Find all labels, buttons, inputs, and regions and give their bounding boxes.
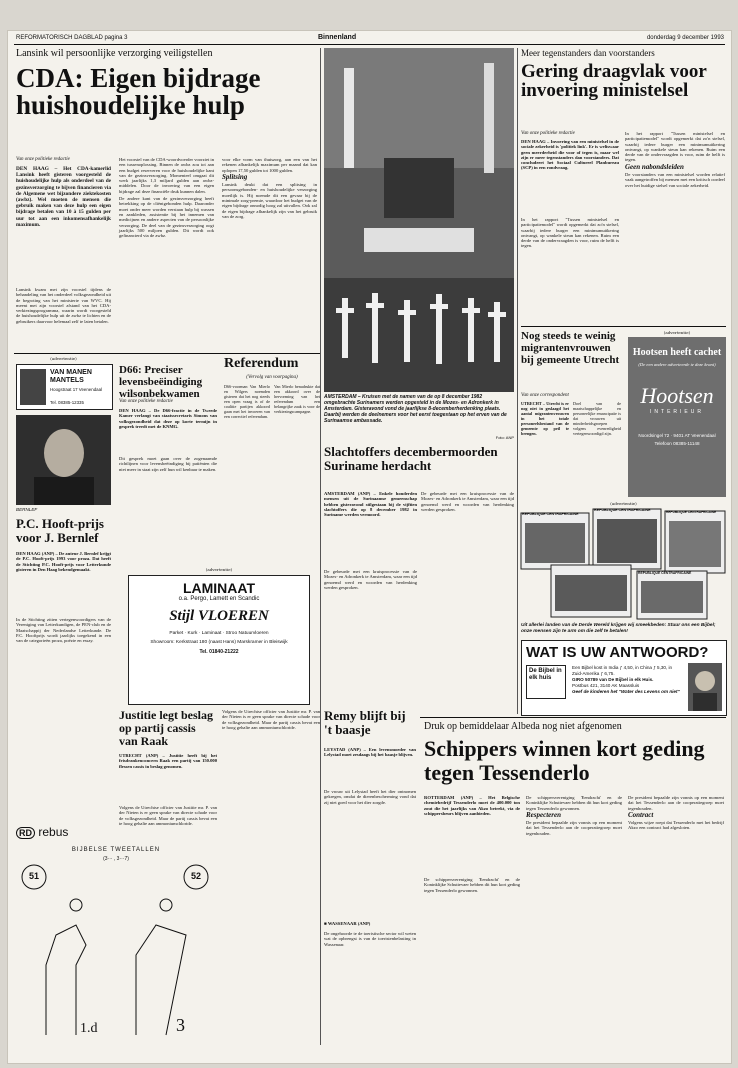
lead-col3: voor elke vorm van thuiszorg, aan een van het rekenen afhankelijk maximum per maand dat kan oplopen 17,50 gulden tot 1000 gulden. Splitsing Lansink deukt dat een splitsing in persoonsgebonden- en huishoudelijke verzorging moeilijk is. Hij noemde dit een gevaar bij de minimale zorg-premie, waardoor het budget van de eigen bijdrage onnodig hoog zal uitvallen. Ook zal de eigen bijdrage afhankelijk zijn van het gebruik van de zorg.: [222, 157, 317, 219]
referendum-body2: Van Mierlo benadrukte dat een akkoord over de hervorming van het referendum een belangrijke zaak is voor de verkiezingscampagne.: [274, 384, 320, 414]
migranten-headline: Nog steeds te weinig migrantenvrouwen bij gemeente Utrecht: [521, 330, 620, 366]
bijbel-ad[interactable]: [521, 640, 727, 716]
child-photo: [688, 663, 722, 711]
laminaat-ad[interactable]: [128, 575, 310, 705]
ministelsel-headline: Gering draagvlak voor invoering ministelsel: [521, 61, 707, 101]
bijbel-text: Een Bijbel kost in India ƒ 4,50, in China ƒ 5,30, in Zuid-Amerika ƒ 6,75. GIRO 50789 van De Bijbel in elk Huis. Postbus 421, 3140 AK Maassluis Geef de kinderen het "Water des Levens om niet": [572, 665, 680, 694]
hootsen-tel: Telefoon 08385-11148: [654, 441, 700, 446]
rebus-number-51: 51: [28, 871, 39, 881]
ad-label-vanmanen: (advertentie): [50, 356, 77, 361]
schippers-kicker: Druk op bemiddelaar Albeda nog niet afgenomen: [424, 721, 622, 732]
ad-label-stamps: (advertentie): [610, 501, 637, 506]
referendum-body: D66-voorman Van Mierlo en Wilgers noemden gisteren dat het nog steeds een open vraag is of de coalitie partijen akkoord gaan met het invoeren van een correctief referendum.: [224, 384, 270, 419]
newspaper-page: [7, 30, 732, 1064]
ministelsel-col2: In het rapport "Tussen ministelsel en participatiemodel" wordt opgemerkt dat zo'n stelsel, waarbij iedere burger een minimumuitkering ontvangt, op wankele steun kan rekenen. Ruim een derde van de ondervraagden is voor, ruim de helft is tegen. Geen nabondsleiden De voorstanders van een ministelsel worden relatief vaak aangetroffen bij mensen met een kritisch oordeel over het huidige stelsel van sociale zekerheid.: [625, 131, 725, 188]
lead-col1: Lansink kwam met zijn voorstel tijdens de behandeling van het onderdeel volksgezondheid uit de begroting van het ministerie van WVC. Hij meent met zijn voorstel afstand van het CDA-verkiezingsprogramma, waarin wordt voorgesteld de huishoudelijke hulp uit de awbz te lichten en de gebruikers daarvoor helemaal zelf te laten betalen.: [16, 287, 111, 324]
d66-headline: D66: Preciser levensbeëindiging wilsonbekwamen: [119, 364, 203, 400]
remy-headline: Remy blijft bij 't baasje: [324, 708, 406, 737]
schippers-col3: De president bepaalde zijn vonnis op een moment dat het Tessenderlo aan de cooperatiegroep moet tegenhouden. Contract Volgens wijze roept dat Tessenderlo met het bedrijf Akzo een contract had afgesloten.: [628, 795, 724, 831]
d66-intro: DEN HAAG – De D66-fractie in de Tweede Kamer verlangt van staatssecretaris Simons van volksgezondheid dat deze op korte termijn in gesprek treedt met de KNMG.: [119, 408, 217, 429]
d66-body: Dit gesprek moet gaan over de zogenaamde richtlijnen voor levensbeëindiging bij patiënten die niet meer in staat zijn zelf hun wil kenbaar te maken.: [119, 456, 217, 472]
hootsen-tagline: Hootsen heeft cachet: [632, 347, 722, 358]
slachtoffers-intro: AMSTERDAM (ANP) – Enkele honderden mensen uit de Surinaamse gemeenschap hebben gisteravond stilgestaan bij de vijftien slachtoffers die op 8 december 1982 in Suriname werden vermoord.: [324, 491, 417, 518]
stamps-caption: Uit allerlei landen van de Derde Wereld krijgen wij smeekbeden: Stuur ons een Bijbel; onze mensen zijn te arm om die zelf te betalen!: [521, 623, 716, 634]
stamps-illustration: [521, 509, 726, 621]
slachtoffers-body: De gebeurde met een kruisprocessie van de Mozes- en Adronkerk te Amsterdam, waar een tijd genoemd werd en woorden van herdenking werden gesproken.: [324, 569, 417, 590]
rebus-puzzle: [16, 845, 216, 1057]
memorial-caption: AMSTERDAM – Kruisen met de namen van de op 8 december 1982 omgebrachte Surinamers werden opgesteld in de Mozes- en Adronkerk in Amsterdam. Gisteravond vond de jaarlijkse 8-decemberherdenking plaats. Daarbij werden de deelnemers voor het eerst toegestaan op het erven van de Surinaamse ambassade.: [324, 394, 507, 424]
migranten-byline: Van onze correspondent: [521, 393, 569, 398]
stamp-label-3: REPUBLIQUE CENTRAFRICAINE: [666, 510, 717, 514]
slachtoffers-headline: Slachtoffers decembermoorden Suriname herdacht: [324, 444, 498, 473]
lead-headline: CDA: Eigen bijdrage huishoudelijke hulp: [16, 63, 261, 120]
bijbel-headline: WAT IS UW ANTWOORD?: [526, 644, 709, 661]
justitie-body: Volgens de Utrechtse officier van Justitie mr. P. van der Nieten is er geen sprake van directe schade voor de volksgezondheid. Maar de partij cassis bevat een te hoog gehalte aan ammoniumchloride.: [119, 805, 217, 826]
ministelsel-byline: Van onze politieke redactie: [521, 131, 575, 136]
rebus-hint: (3··· , 3···7): [103, 856, 129, 862]
remy-body: De vrouw uit Lelystad heeft het dier ontnomen gekregen, omdat de dierenbescherming vond dat zij niet goed voor het dier zorgde.: [324, 789, 416, 805]
laminaat-showroom: Showroom: Kerkstraat 180 (naast Hans) Marskramer in Bleiswijk: [150, 640, 288, 645]
ad-label-hootsen: (advertentie): [663, 330, 691, 335]
referendum-headline: Referendum: [224, 356, 299, 371]
stamp-label-1: REPUBLIQUE CENTRAFRICAINE: [522, 512, 579, 516]
rebus-subtitle: BIJBELSE TWEETALLEN: [71, 847, 161, 853]
bernlef-portrait: [16, 415, 111, 505]
stamp-label-2: REPUBLIQUE CENTRAFRICAINE: [594, 508, 651, 512]
rebus-glyph-2: 3: [176, 1015, 185, 1035]
schippers-col2: De schippersvereniging 'Eendracht' en de Koninklijke Schuttevaer hebben dit hun kort geding tegen Tessenderlo gewonnen. Respecteren De president bepaalde zijn vonnis op een moment dat het Tessenderlo aan de cooperatiegroep moet tegenhouden.: [526, 795, 622, 836]
page-date: donderdag 9 december 1993: [646, 35, 724, 41]
rebus-label: rebus: [38, 825, 69, 839]
section-title: Binnenland: [318, 34, 357, 41]
lead-col2: Het voorstel van de CDA-woordvoerder voorziet in een tussenoplossing. Binnen de awbz zou tot aan een budget reserveren voor de huishoudelijke kant van de gezinsverzorging. Momenteel omgaat dit werk jaarlijks 1,3 miljard gulden aan awbz-middelen. Door de invoering van een eigen bijdrage zal deze financiële druk kunnen dalen. De andere kant van de gezinsverzorging heeft betrekking op de cliëntgebonden hulp. Daaronder moet onder meer worden verstaan hulp bij wassen en aankleden, assistentie bij het innemen van medicijnen en andere aspecten van de persoonlijke verzorging. De deel van de gezinsverzorging oogt jaarlijks 500 miljoen gulden. Dit wordt ook gefinancierd via de awbz.: [119, 157, 214, 239]
d66-byline: Van onze politieke redactie: [119, 399, 173, 404]
vanmanen-address: Hoogstraat 17 Veenendaal: [50, 387, 102, 392]
lead-intro: DEN HAAG – Het CDA-kamerlid Lansink heeft gisteren voorgesteld de huishoudelijke hulp als onderdeel van de gezinsverzorging te bijven financieren via de Algemene wet bijzondere ziektekosten (awbz). Wel moeten de mensen die gebruik maken van deze hulp een eigen bijdrage betalen van 10 à 15 gulden per uur tot aan een inkomensafhankelijk maximum.: [16, 166, 111, 228]
bijbel-logo: De Bijbel in elk huis: [526, 665, 566, 699]
lead-byline: Van onze politieke redactie: [16, 157, 70, 162]
justitie-col2: Volgens de Utrechtse officier van Justitie mr. P. van der Nieten is er geen sprake van directe schade voor de volksgezondheid. Maar de partij cassis bevat een te hoog gehalte aan ammoniumchloride.: [222, 709, 320, 730]
lead-kicker: Lansink wil persoonlijke verzorging veiligstellen: [16, 48, 213, 59]
ministelsel-intro: DEN HAAG – Invoering van een ministelsel in de sociale zekerheid is 'politiek link'. Er is weliswaar geen meerderheid die voor of tegen is, maar wel zijn er meer tegenstanders dan voorstanders. Dat concludeert het Sociaal Cultureel Planbureau (SCP) in een rondvraag.: [521, 139, 619, 171]
justitie-headline: Justitie legt beslag op partij cassis van Raak: [119, 708, 213, 748]
schippers-body: De schippersvereniging 'Eendracht' en de Koninklijke Schuttevaer hebben dit hun kort geding tegen Tessenderlo gewonnen.: [424, 877, 520, 893]
remy-sub: ■ WASSENAAR (ANP): [324, 921, 371, 926]
mannequin-icon: [20, 369, 46, 405]
photo-credit: Foto: ANP: [495, 435, 514, 440]
laminaat-sub: o.a. Pergo, Lamett en Scandic: [178, 596, 260, 602]
remy-body2: De ongehoorde te de toeristische sector wil weten wat de opbrengst is van de toeristenbelasting in Wassenaar.: [324, 931, 416, 947]
rebus-prefix: RD: [16, 827, 35, 839]
hootsen-sub: (De een andere adverteerde te deze krant): [638, 362, 716, 367]
rebus-glyph-1: 1.d: [80, 1021, 98, 1036]
slachtoffers-col2: De gebeurde met een kruisprocessie van de Mozes- en Adronkerk te Amsterdam, waar een tijd genoemd werd en woorden van herdenking werden gesproken.: [421, 491, 514, 512]
hootsen-interieur: INTERIEUR: [650, 409, 704, 415]
laminaat-tel: Tel. 01840-21222: [199, 649, 239, 655]
bernlef-label: BERNLEF: [16, 507, 38, 512]
rebus-title: [16, 825, 114, 843]
laminaat-logo: Stijl VLOEREN: [169, 608, 269, 624]
hooft-headline: P.C. Hooft-prijs voor J. Bernlef: [16, 516, 104, 545]
schippers-intro: ROTTERDAM (ANP) – Het Belgische chemiebedrijf Tessenderlo moet de 400.000 ton zout die het jaarlijks van Akzo betrekt, via de schippersbeurs blijven aanbieden.: [424, 795, 520, 816]
stamp-label-4: REPUBLIQUE CENTRAFRICAINE: [638, 571, 692, 575]
hooft-body: In de Stichting zitten vertegenwoordigers van de Vereniging van Letterkundigen, de PEN-club en de Maatschappij der Nederlandse Letterkunde. De P.C. Hooftprijs wordt jaarlijks toegekend in een van de categorieën proza, poëzie en essay.: [16, 617, 111, 644]
ad-label-laminaat: (advertentie): [205, 567, 233, 572]
vanmanen-tel: Tel. 08385-12335: [50, 400, 84, 405]
referendum-byline: (Vervolg van voorpagina): [246, 375, 298, 380]
remy-intro: LEYSTAD (ANP) – Een levensmoeder van Lelystad moet zesdaags bij het baasje blijven.: [324, 747, 416, 758]
hootsen-address: Noordsingel 72 · 9401 AT Veenendaal: [638, 433, 716, 438]
schippers-headline: Schippers winnen kort geding tegen Tessenderlo: [424, 736, 705, 785]
hootsen-ad[interactable]: [628, 337, 726, 497]
justitie-intro: UTRECHT (ANP) – Justitie heeft bij het frisdrankenconcern Raak een partij van 150.000 flessen cassis in beslag genomen.: [119, 753, 217, 769]
rebus-number-52: 52: [190, 871, 201, 881]
migranten-intro: UTRECHT – Utrecht is er nog niet in geslaagd het aantal migrantenvrouwen in het totale personeelsbestand van de gemeente op peil te brengen.: [521, 401, 569, 436]
vanmanen-name: VAN MANEN MANTELS: [50, 369, 92, 384]
migranten-body: Doel van de maatschappelijke en personeelijke emancipatie is dat vrouwen uit minderheidsgroepen volgens evenredigheid vertegenwoordigd zijn.: [573, 401, 621, 436]
ministelsel-body: In het rapport "Tussen ministelsel en participatiemodel" wordt opgemerkt dat zo'n stelsel, waarbij iedere burger een minimumuitkering ontvangt, op wankele steun kan rekenen. Ruim een derde van de ondervraagden is voor, ruim de helft is tegen.: [521, 217, 619, 249]
laminaat-products: Parket · Kurk · Laminaat · Stroo Natuurvloeren: [169, 631, 269, 636]
vanmanen-ad[interactable]: [16, 364, 113, 410]
hootsen-brand: Hootsen: [640, 383, 714, 408]
masthead: REFORMATORISCH DAGBLAD pagina 3: [16, 35, 128, 41]
ministelsel-kicker: Meer tegenstanders dan voorstanders: [521, 48, 655, 58]
hooft-intro: DEN HAAG (ANP) – De auteur J. Bernlef krijgt de P.C. Hooft-prijs 1993 voor proza. Dat heeft de Stichting P.C. Hooft-prijs voor Letterkunde gisteren in Den Haag bekendgemaakt.: [16, 551, 111, 572]
memorial-photo: [324, 48, 514, 392]
laminaat-brand: LAMINAAT: [182, 580, 256, 596]
